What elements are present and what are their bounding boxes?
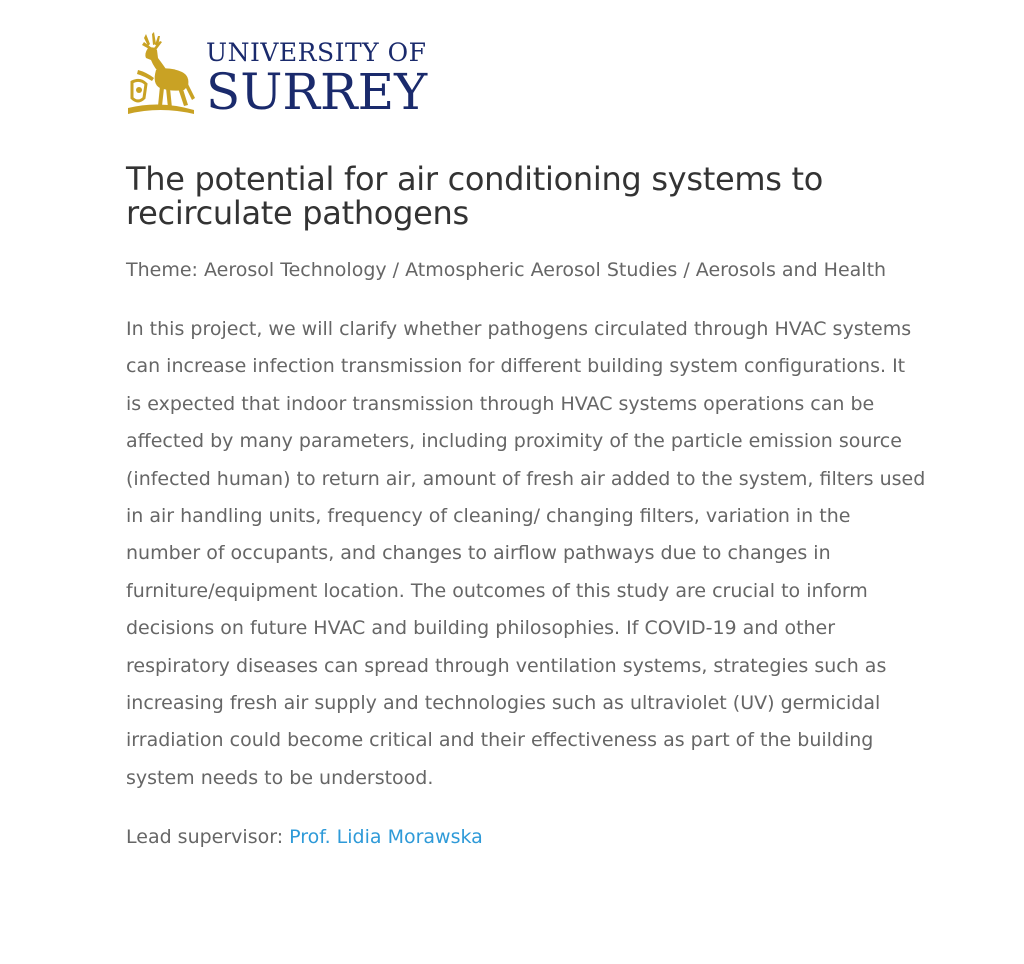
project-theme: Theme: Aerosol Technology / Atmospheric Aerosol Studies / Aerosols and Health <box>126 259 887 281</box>
lead-supervisor-label: Lead supervisor: <box>126 826 290 849</box>
project-description: In this project, we will clarify whether pathogens circulated through HVAC systems can increase infection transmission for different building system configurations. It is expected that indoor transmission through HVAC systems operations can be affected by many parameters, including proximity of the particle emission source (infected human) to return air, amount of fresh air added to the system, filters used in air handling units, frequency of cleaning/ changing filters, variation in the number of occupants, and changes to airflow pathways due to changes in furniture/equipment location. The outcomes of this study are crucial to inform decisions on future HVAC and building philosophies. If COVID-19 and other respiratory diseases can spread through ventilation systems, strategies such as increasing fresh air supply and technologies such as ultraviolet (UV) germicidal irradiation could become critical and their effectiveness as part of the building system needs to be understood. <box>126 318 926 789</box>
stag-icon <box>124 30 196 122</box>
project-content <box>126 162 926 856</box>
page-title: The potential for air conditioning systems to recirculate pathogens <box>126 160 823 232</box>
supervisor-link[interactable]: Prof. Lidia Morawska <box>289 826 483 849</box>
logo-university-of: UNIVERSITY OF <box>206 38 427 67</box>
lead-supervisor <box>126 819 926 856</box>
university-logo <box>124 30 444 122</box>
logo-surrey: SURREY <box>206 63 428 121</box>
